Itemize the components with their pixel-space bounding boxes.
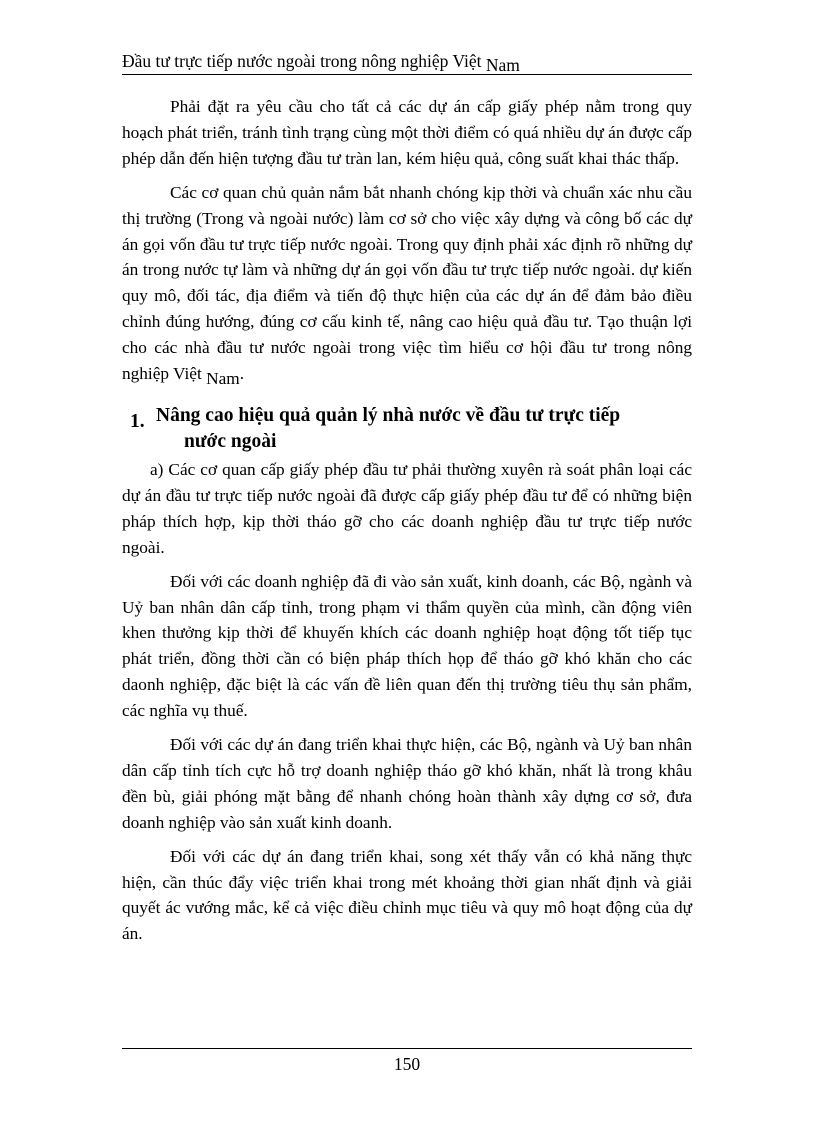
header-title: Đầu tư trực tiếp nước ngoài trong nông nghiệp Việt [122, 51, 482, 71]
paragraph: Đối với các dự án đang triển khai, song xét thấy vẫn có khả năng thực hiện, cần thúc đẩy việc triển khai trong mét khoảng thời gian nhất định và giải quyết ác vướng mắc, kể cả việc điều chỉnh mục tiêu và quy mô hoạt động của dự án. [122, 846, 692, 944]
paragraph-text: Các cơ quan chủ quản nắm bắt nhanh chóng kịp thời và chuẩn xác nhu cầu thị trường (Trong và ngoài nước) làm cơ sở cho việc xây dựng và công bố các dự án gọi vốn đầu tư trực tiếp nước ngoài. Trong quy định phải xác định rõ những dự án trong nước tự làm và những dự án gọi vốn đầu tư trực tiếp nước ngoài. dự kiến quy mô, đối tác, địa điểm và tiến độ thực hiện của các dự án để đảm bảo điều chỉnh đúng hướng, đúng cơ cấu kinh tế, nâng cao hiệu quả đầu tư. Tạo thuận lợi cho các nhà đầu tư nước ngoài trong việc tìm hiểu cơ hội đầu tư trong nông nghiệp Việt [122, 182, 692, 384]
section-number: 1. [130, 410, 145, 432]
paragraph: Phải đặt ra yêu cầu cho tất cả các dự án cấp giấy phép nằm trong quy hoạch phát triển, tránh tình trạng cùng một thời điểm có quá nhiều dự án được cấp phép dẫn đến hiện tượng đầu tư tràn lan, kém hiệu quả, công suất khai thác thấp. [122, 97, 692, 168]
page-header [122, 50, 692, 75]
page-number: 150 [393, 1054, 421, 1074]
section-heading [130, 403, 692, 455]
section-title [156, 403, 692, 455]
section-title-line2: nước ngoài [184, 430, 277, 452]
section-title-line1: Nâng cao hiệu quả quản lý nhà nước về đầu tư trực tiếp [156, 404, 621, 426]
paragraph: Đối với các doanh nghiệp đã đi vào sản xuất, kinh doanh, các Bộ, ngành và Uỷ ban nhân dân cấp tỉnh, trong phạm vi thẩm quyền của mình, cần động viên khen thưởng kịp thời để khuyến khích các doanh nghiệp hoạt động tốt tiếp tục phát triển, đồng thời cần có biện pháp thích họp để tháo gỡ khó khăn cho các daonh nghiệp, đặc biệt là các vấn đề liên quan đến thị trường tiêu thụ sản phẩm, các nghĩa vụ thuế. [122, 571, 692, 721]
paragraph-subscript: Nam [206, 369, 240, 389]
header-title-subscript: Nam [485, 55, 520, 75]
page-body [122, 94, 692, 955]
paragraph-period: . [239, 364, 245, 384]
paragraph: Đối với các dự án đang triển khai thực hiện, các Bộ, ngành và Uỷ ban nhân dân cấp tỉnh tích cực hỗ trợ doanh nghiệp tháo gỡ khó khăn, nhất là trong khâu đền bù, giải phóng mặt bằng để nhanh chóng hoàn thành xây dựng cơ sở, đưa doanh nghiệp vào sản xuất kinh doanh. [122, 735, 692, 832]
page-footer [122, 1048, 692, 1075]
paragraph [122, 180, 692, 387]
paragraph-item-a: a) Các cơ quan cấp giấy phép đầu tư phải thường xuyên rà soát phân loại các dự án đầu tư trực tiếp nước ngoài đã được cấp giấy phép đầu tư để có những biện pháp thích hợp, kịp thời tháo gỡ cho các doanh nghiệp đầu tư trực tiếp nước ngoài. [122, 459, 692, 557]
